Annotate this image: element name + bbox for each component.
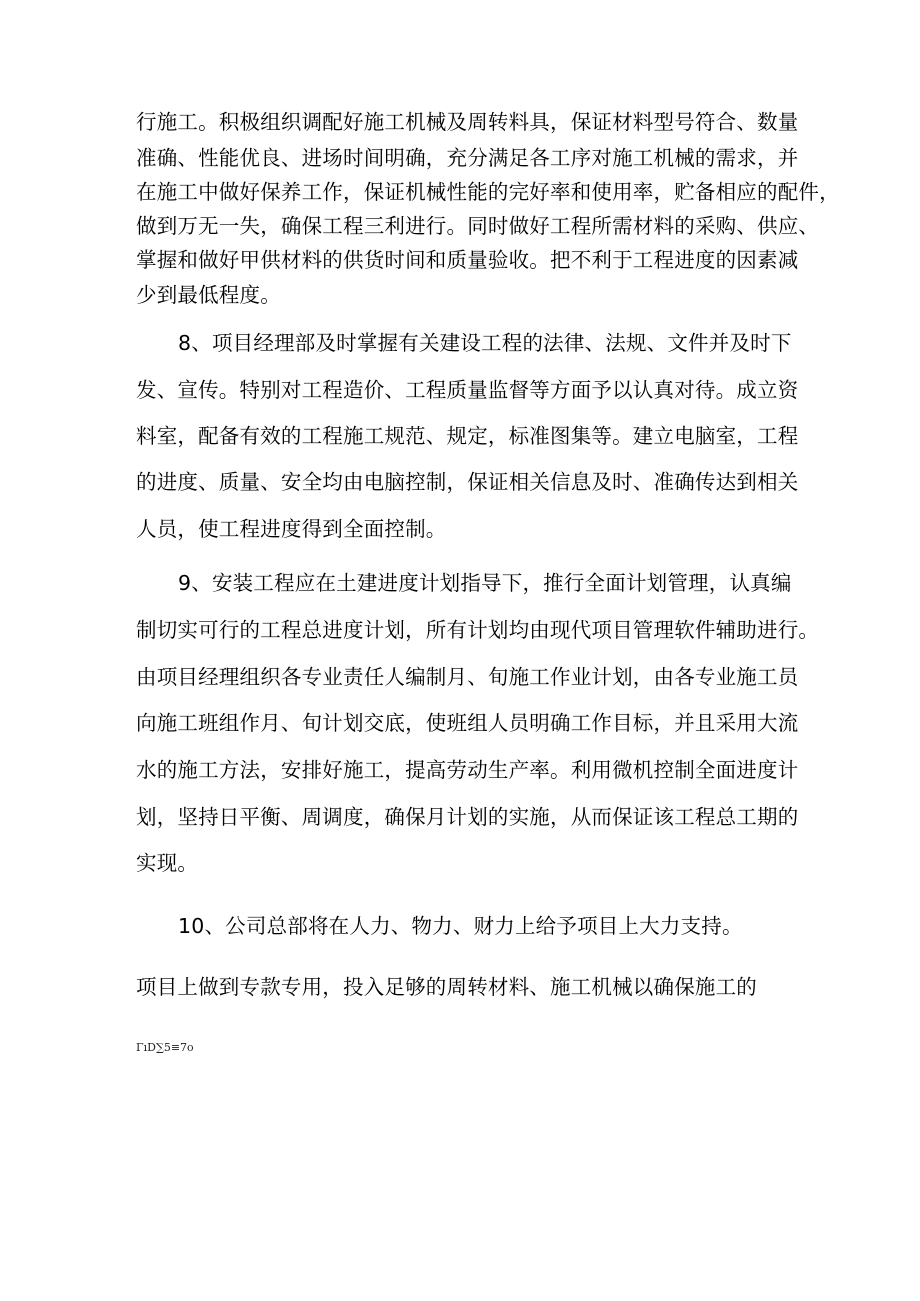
paragraph-10-line-1: 10、公司总部将在人力、物力、财力上给予项目上大力支持。: [178, 914, 743, 938]
paragraph-1-line-4: 做到万无一失，确保工程三利进行。同时做好工程所需材料的采购、供应、: [136, 214, 820, 238]
paragraph-9-line-7: 实现。: [136, 851, 199, 875]
paragraph-8-line-2: 发、宣传。特别对工程造价、工程质量监督等方面予以认真对待。成立资: [136, 378, 799, 402]
paragraph-1-line-2: 准确、性能优良、进场时间明确，充分满足各工序对施工机械的需求，并: [136, 146, 799, 170]
paragraph-9-line-6: 划，坚持日平衡、周调度，确保月计划的实施，从而保证该工程总工期的: [136, 805, 799, 829]
paragraph-9-line-2: 制切实可行的工程总进度计划，所有计划均由现代项目管理软件辅助进行。: [136, 618, 820, 642]
paragraph-9-line-3: 由项目经理组织各专业责任人编制月、旬施工作业计划，由各专业施工员: [136, 665, 799, 689]
paragraph-1-line-5: 掌握和做好甲供材料的供货时间和质量验收。把不利于工程进度的因素减: [136, 248, 799, 272]
paragraph-9-line-1: 9、安装工程应在土建进度计划指导下，推行全面计划管理，认真编: [178, 571, 792, 595]
paragraph-1-line-6: 少到最低程度。: [136, 283, 281, 307]
page-footer-text: ΓıD∑5≡7o: [136, 1041, 194, 1054]
paragraph-8-line-4: 的进度、质量、安全均由电脑控制，保证相关信息及时、准确传达到相关: [136, 470, 799, 494]
paragraph-8-line-1: 8、项目经理部及时掌握有关建设工程的法律、法规、文件并及时下: [178, 331, 792, 355]
paragraph-1-line-1: 行施工。积极组织调配好施工机械及周转料具，保证材料型号符合、数量: [136, 110, 799, 134]
paragraph-8-line-5: 人员，使工程进度得到全面控制。: [136, 517, 447, 541]
paragraph-9-line-4: 向施工班组作月、旬计划交底，使班组人员明确工作目标，并且采用大流: [136, 711, 799, 735]
paragraph-1-line-3: 在施工中做好保养工作，保证机械性能的完好率和使用率，贮备相应的配件，: [136, 180, 840, 204]
paragraph-9-line-5: 水的施工方法，安排好施工，提高劳动生产率。利用微机控制全面进度计: [136, 758, 799, 782]
paragraph-8-line-3: 料室，配备有效的工程施工规范、规定，标准图集等。建立电脑室，工程: [136, 424, 799, 448]
paragraph-11-line-1: 项目上做到专款专用，投入足够的周转材料、施工机械以确保施工的: [136, 975, 757, 999]
